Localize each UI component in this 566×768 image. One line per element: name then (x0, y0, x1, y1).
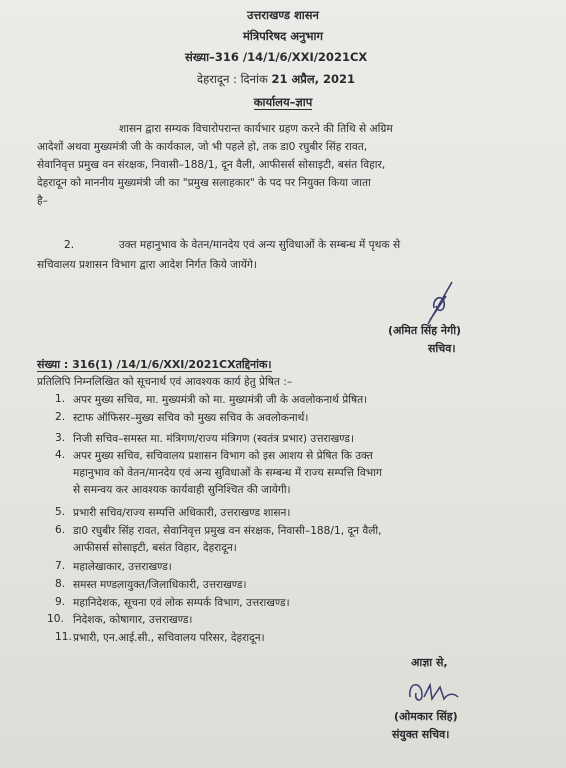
list-item-number: 6. (55, 524, 66, 536)
list-item-number: 8. (55, 578, 66, 590)
list-item-text: स्टाफ ऑफिसर–मुख्य सचिव को मुख्य सचिव के अवलोकनार्थ। (73, 412, 309, 424)
signatory1-designation: सचिव। (428, 342, 456, 355)
signatory2-designation: संयुक्त सचिव। (392, 728, 450, 741)
list-item-text: आफीसर्स सोसाइटी, बसंत विहार, देहरादून। (73, 542, 237, 554)
order-number-label: संख्या– (185, 50, 215, 64)
para1-line: आदेशों अथवा मुख्यमंत्री जी के कार्यकाल, जो भी पहले हो, तक डा0 रघुबीर सिंह रावत, (37, 141, 368, 153)
list-item-text: प्रभारी, एन.आई.सी., सचिवालय परिसर, देहरादून। (73, 632, 265, 644)
signatory1-name: (अमित सिंह नेगी) (388, 324, 462, 337)
signature-mark (400, 675, 470, 709)
govt-heading: उत्तराखण्ड शासन (247, 8, 319, 22)
copy-number: संख्या : 316(1) /14/1/6/XXI/2021CXतद्दिनांक। (37, 358, 272, 371)
list-item-text: अपर मुख्य सचिव, मा. मुख्यमंत्री को मा. मुख्यमंत्री जी के अवलोकनार्थ प्रेषित। (73, 394, 368, 406)
list-item-text: महानिदेशक, सूचना एवं लोक सम्पर्क विभाग, उत्तराखण्ड। (73, 597, 290, 609)
list-item-number: 9. (55, 596, 66, 608)
list-item-number: 5. (55, 506, 66, 518)
para1-line: है– (37, 195, 48, 207)
para1-line: शासन द्वारा सम्यक विचारोपरान्त कार्यभार ग्रहण करने की तिथि से अग्रिम (119, 123, 393, 135)
list-item-text: से समन्वय कर आवश्यक कार्यवाही सुनिश्चित की जायेगी। (73, 484, 291, 496)
list-item-text: निजी सचिव–समस्त मा. मंत्रिगण/राज्य मंत्रिगण (स्वतंत्र प्रभार) उत्तराखण्ड। (73, 433, 354, 445)
para1-line: देहरादून को माननीय मुख्यमंत्री जी का "प्रमुख सलाहकार" के पद पर नियुक्त किया जाता (37, 177, 371, 189)
date-label: देहरादून : दिनांक (197, 72, 268, 86)
list-item-text: प्रभारी सचिव/राज्य सम्पत्ति अधिकारी, उत्तराखण्ड शासन। (73, 507, 291, 519)
order-number (185, 50, 367, 65)
list-item-text: डा0 रघुबीर सिंह रावत, सेवानिवृत्त प्रमुख वन संरक्षक, निवासी–188/1, दून वैली, (73, 525, 382, 537)
list-item-number: 11. (55, 631, 72, 643)
list-item-number: 3. (55, 432, 66, 444)
date-value: 21 अप्रैल, 2021 (271, 72, 356, 86)
copy-intro: प्रतिलिपि निम्नलिखित को सूचनार्थ एवं आवश्यक कार्य हेतु प्रेषित :– (37, 376, 293, 388)
list-item-number: 10. (47, 613, 64, 625)
list-item-text: अपर मुख्य सचिव, सचिवालय प्रशासन विभाग को इस आशय से प्रेषित कि उक्त (73, 450, 373, 462)
list-item-text: समस्त मण्डलायुक्त/जिलाधिकारी, उत्तराखण्ड। (73, 579, 247, 591)
doc-type-heading: कार्यालय–ज्ञाप (253, 95, 313, 109)
para2-line: सचिवालय प्रशासन विभाग द्वारा आदेश निर्गत किये जायेंगे। (37, 259, 257, 271)
list-item-number: 2. (55, 411, 66, 423)
list-item-text: महालेखाकार, उत्तराखण्ड। (73, 561, 172, 573)
list-item-text: निदेशक, कोषागार, उत्तराखण्ड। (73, 614, 193, 626)
para2-line: उक्त महानुभाव के वेतन/मानदेय एवं अन्य सुविधाओं के सम्बन्ध में पृथक से (119, 239, 401, 251)
signatory2-name: (ओमकार सिंह) (394, 710, 458, 723)
list-item-text: महानुभाव को वेतन/मानदेय एवं अन्य सुविधाओं के सम्बन्ध में राज्य सम्पत्ति विभाग (73, 467, 382, 479)
signature-mark (408, 280, 488, 326)
order-date (197, 72, 355, 87)
order-number-value: 316 /14/1/6/XXI/2021CX (214, 50, 368, 64)
section-heading: मंत्रिपरिषद अनुभाग (243, 29, 323, 43)
list-item-number: 7. (55, 560, 66, 572)
list-item-number: 1. (55, 393, 66, 405)
para2-number: 2. (64, 239, 75, 251)
para1-line: सेवानिवृत्त प्रमुख वन संरक्षक, निवासी–188/1, दून वैली, आफीसर्स सोसाइटी, बसंत विहार, (37, 159, 386, 171)
list-item-number: 4. (55, 449, 66, 461)
signatory2-order: आज्ञा से, (411, 656, 448, 669)
